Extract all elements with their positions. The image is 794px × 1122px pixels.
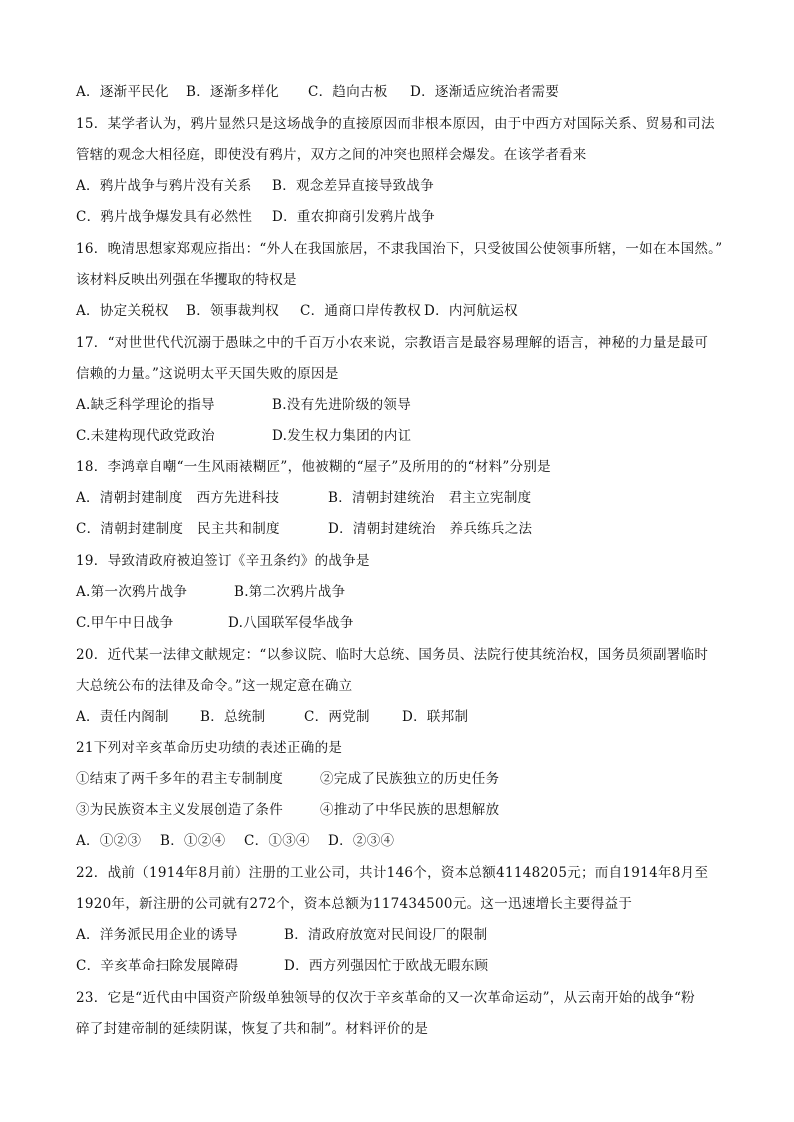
q21-option-d: D．②③④ xyxy=(328,833,395,849)
q22-option-b: B．清政府放宽对民间设厂的限制 xyxy=(284,927,488,943)
q14-option-c: C．趋向古板 xyxy=(308,84,388,100)
q18-option-b: B．清朝封建统治 君主立宪制度 xyxy=(328,490,532,506)
q22-stem-line2: 1920年，新注册的公司就有272个，资本总额为117434500元。这一迅速增长主要得益于 xyxy=(76,896,633,912)
q15-stem-line2: 管辖的观念大相径庭，即使没有鸦片，双方之间的冲突也照样会爆发。在该学者看来 xyxy=(76,147,587,163)
q17-option-a: A.缺乏科学理论的指导 xyxy=(76,397,215,413)
q20-option-a: A．责任内阁制 xyxy=(76,709,169,725)
q15-stem-line1: 15．某学者认为，鸦片显然只是这场战争的直接原因而非根本原因，由于中西方对国际关系、贸易和司法 xyxy=(76,116,715,132)
q19-option-a: A.第一次鸦片战争 xyxy=(76,584,188,600)
q14-option-a: A．逐渐平民化 xyxy=(76,84,169,100)
q23-stem-line1: 23．它是“近代由中国资产阶级单独领导的仅次于辛亥革命的又一次革命运动”，从云南开始的战争“粉 xyxy=(76,990,695,1006)
q19-option-c: C.甲午中日战争 xyxy=(76,615,174,631)
q22-option-c: C．辛亥革命扫除发展障碍 xyxy=(76,958,239,974)
q21-item-1: ①结束了两千多年的君主专制制度 xyxy=(76,771,283,787)
q17-option-b: B.没有先进阶级的领导 xyxy=(272,397,412,413)
q20-stem-line2: 大总统公布的法律及命令。”这一规定意在确立 xyxy=(76,678,353,694)
q21-option-b: B．①②④ xyxy=(160,833,226,849)
q18-option-d: D．清朝封建统治 养兵练兵之法 xyxy=(328,521,533,537)
q20-option-d: D．联邦制 xyxy=(402,709,469,725)
q22-option-a: A．洋务派民用企业的诱导 xyxy=(76,927,238,943)
q21-option-a: A．①②③ xyxy=(76,833,142,849)
q17-stem-line2: 信赖的力量。”这说明太平天国失败的原因是 xyxy=(76,366,339,382)
q21-item-3: ③为民族资本主义发展创造了条件 xyxy=(76,802,283,818)
q15-option-b: B．观念差异直接导致战争 xyxy=(272,178,435,194)
q20-option-b: B．总统制 xyxy=(200,709,266,725)
q18-stem: 18．李鸿章自嘲“一生风雨裱糊匠”，他被糊的“屋子”及所用的的“材料”分别是 xyxy=(76,459,551,475)
q21-stem: 21下列对辛亥革命历史功绩的表述正确的是 xyxy=(76,740,343,756)
q19-stem: 19．导致清政府被迫签订《辛丑条约》的战争是 xyxy=(76,553,370,569)
q15-option-a: A．鸦片战争与鸦片没有关系 xyxy=(76,178,252,194)
q20-option-c: C．两党制 xyxy=(304,709,370,725)
q16-option-d: D．内河航运权 xyxy=(424,303,518,319)
q16-option-b: B．领事裁判权 xyxy=(186,303,280,319)
q17-option-d: D.发生权力集团的内讧 xyxy=(272,428,412,444)
q18-option-c: C．清朝封建制度 民主共和制度 xyxy=(76,521,280,537)
q21-item-2: ②完成了民族独立的历史任务 xyxy=(320,771,500,787)
q21-option-c: C．①③④ xyxy=(244,833,310,849)
q20-stem-line1: 20．近代某一法律文献规定：“以参议院、临时大总统、国务员、法院行使其统治权，国务员须副署临时 xyxy=(76,647,709,663)
q22-stem-line1: 22．战前（1914年8月前）注册的工业公司，共计146个，资本总额41148205元；而自1914年8月至 xyxy=(76,865,709,881)
q19-option-b: B.第二次鸦片战争 xyxy=(234,584,346,600)
q15-option-c: C．鸦片战争爆发具有必然性 xyxy=(76,209,253,225)
q17-stem-line1: 17．“对世世代代沉溺于愚昧之中的千百万小农来说，宗教语言是最容易理解的语言，神秘的力量是最可 xyxy=(76,335,709,351)
q18-option-a: A．清朝封建制度 西方先进科技 xyxy=(76,490,280,506)
q17-option-c: C.未建构现代政党政治 xyxy=(76,428,215,444)
q21-item-4: ④推动了中华民族的思想解放 xyxy=(320,802,500,818)
q16-option-a: A．协定关税权 xyxy=(76,303,169,319)
q23-stem-line2: 碎了封建帝制的延续阴谋，恢复了共和制”。材料评价的是 xyxy=(76,1021,429,1037)
q16-option-c: C．通商口岸传教权 xyxy=(300,303,422,319)
q14-option-d: D．逐渐适应统治者需要 xyxy=(410,84,560,100)
q16-stem-line2: 该材料反映出列强在华攫取的特权是 xyxy=(76,272,297,288)
q22-option-d: D．西方列强因忙于欧战无暇东顾 xyxy=(284,958,489,974)
q19-option-d: D.八国联军侵华战争 xyxy=(228,615,354,631)
q14-option-b: B．逐渐多样化 xyxy=(186,84,280,100)
q15-option-d: D．重农抑商引发鸦片战争 xyxy=(272,209,435,225)
q16-stem-line1: 16．晚清思想家郑观应指出：“外人在我国旅居，不隶我国治下，只受彼国公使领事所辖，一如在本国然。” xyxy=(76,241,723,257)
